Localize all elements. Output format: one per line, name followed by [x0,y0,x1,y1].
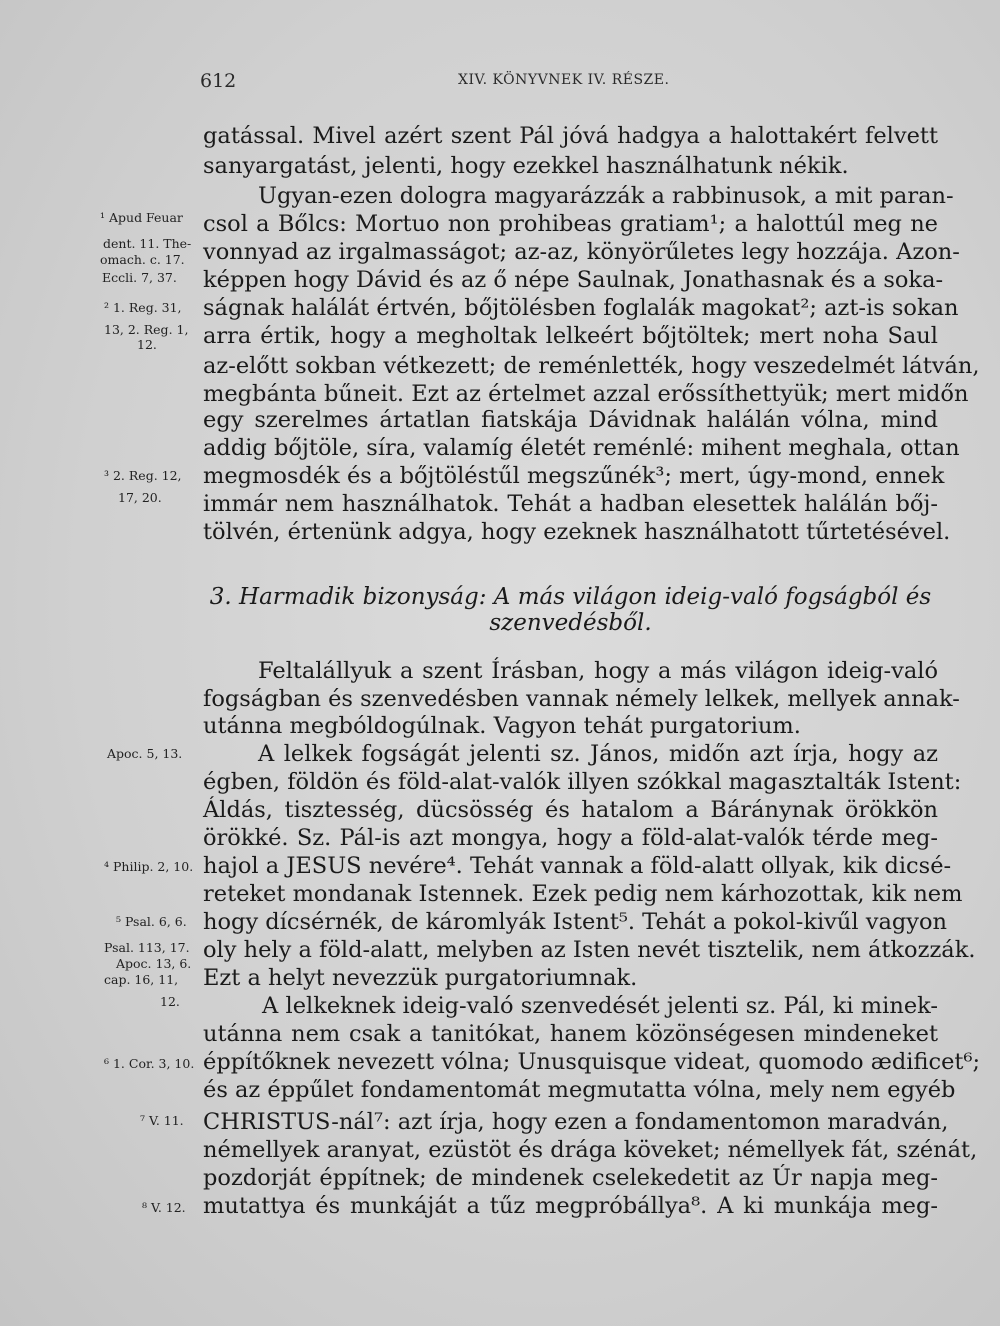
text-line: reteket mondanak Istennek. Ezek pedig nem kárhozottak, kik nem [203,881,963,907]
text-line: egy szerelmes ártatlan fiatskája Dávidnak halálán vólna, mind [203,407,938,433]
margin-note: Apoc. 5, 13. [107,746,183,761]
section-heading-line-2: szenvedésből. [489,610,652,636]
text-line: fogságban és szenvedésben vannak némely lelkek, mellyek annak- [203,686,960,712]
text-line: utánna nem csak a tanitókat, hanem közönségesen mindeneket [203,1021,938,1047]
margin-note: omach. c. 17. [100,252,185,267]
text-line: Ugyan-ezen dologra magyarázzák a rabbinusok, a mit paran- [258,183,954,209]
text-line: pozdorját éppítnek; de mindenek cselekedetit az Úr napja meg- [203,1165,938,1191]
margin-note: Eccli. 7, 37. [102,270,177,285]
text-line: oly hely a föld-alatt, melyben az Isten nevét tisztelik, nem átkozzák. [203,937,976,963]
text-line: A lelkek fogságát jelenti sz. János, midőn azt írja, hogy az [258,741,938,767]
text-line: ságnak halálát értvén, bőjtölésben foglalák magokat²; azt-is sokan [203,295,959,321]
text-line: arra értik, hogy a megholtak lelkeért bőjtöltek; mert noha Saul [203,323,938,349]
page-header [200,70,940,100]
text-line: Ezt a helyt nevezzük purgatoriumnak. [203,965,638,991]
text-line: CHRISTUS-nál⁷: azt írja, hogy ezen a fondamentomon maradván, [203,1109,949,1135]
margin-note: ³ 2. Reg. 12, [104,468,182,483]
text-line: éppítőknek nevezett vólna; Unusquisque videat, quomodo ædificet⁶; [203,1049,981,1075]
text-line: gatással. Mivel azért szent Pál jóvá hadgya a halottakért felvett [203,123,938,149]
margin-note: cap. 16, 11, [104,972,179,987]
page-number: 612 [200,70,237,92]
margin-note: 12. [137,337,157,352]
text-line: vonnyad az irgalmasságot; az-az, könyörűletes legy hozzája. Azon- [203,239,960,265]
margin-note: ⁷ V. 11. [140,1113,184,1128]
margin-note: ² 1. Reg. 31, [104,300,182,315]
text-line: hajol a JESUS nevére⁴. Tehát vannak a föld-alatt ollyak, kik dicsé- [203,853,952,879]
margin-note: 17, 20. [118,490,162,505]
margin-note: 13, 2. Reg. 1, [104,322,189,337]
text-line: tölvén, értenünk adgya, hogy ezeknek használhatott tűrtetésével. [203,519,951,545]
text-line: mutattya és munkáját a tűz megpróbállya⁸. A ki munkája meg- [203,1193,938,1219]
text-line: némellyek aranyat, ezüstöt és drága köveket; némellyek fát, szénát, [203,1137,978,1163]
text-line: utánna megbóldogúlnak. Vagyon tehát purgatorium. [203,713,801,739]
text-line: csol a Bőlcs: Mortuo non prohibeas gratiam¹; a halottúl meg ne [203,211,938,237]
running-title: XIV. KÖNYVNEK IV. RÉSZE. [458,72,670,88]
margin-note: ⁸ V. 12. [142,1200,186,1215]
text-line: megmosdék és a bőjtöléstűl megszűnék³; mert, úgy-mond, ennek [203,463,945,489]
text-line: sanyargatást, jelenti, hogy ezekkel használhatunk nékik. [203,153,849,179]
section-heading-line-1: 3. Harmadik bizonyság: A más világon ideig-való fogságból és [209,584,932,610]
text-line: A lelkeknek ideig-való szenvedését jelenti sz. Pál, ki minek- [262,993,938,1019]
text-line: addig bőjtöle, síra, valamíg életét reménlé: mihent meghala, ottan [203,435,960,461]
text-line: Feltalállyuk a szent Írásban, hogy a más világon ideig-való [258,658,938,684]
text-line: hogy dícsérnék, de káromlyák Istent⁵. Tehát a pokol-kivűl vagyon [203,909,948,935]
text-line: az-előtt sokban vétkezett; de reménlették, hogy veszedelmét látván, [203,353,980,379]
margin-note: 12. [160,994,180,1009]
margin-note: ⁵ Psal. 6, 6. [116,914,187,929]
text-line: és az éppűlet fondamentomát megmutatta vólna, mely nem egyéb [203,1077,956,1103]
margin-note: Psal. 113, 17. [104,940,190,955]
text-line: megbánta bűneit. Ezt az értelmet azzal erőssíthettyük; mert midőn [203,381,969,407]
margin-note: Apoc. 13, 6. [116,956,192,971]
text-line: égben, földön és föld-alat-valók illyen szókkal magasztalták Istent: [203,769,962,795]
margin-note: ¹ Apud Feuar [100,210,183,225]
margin-note: dent. 11. The- [103,236,192,251]
margin-note: ⁶ 1. Cor. 3, 10. [104,1056,195,1071]
text-line: immár nem használhatok. Tehát a hadban elesettek halálán bőj- [203,491,938,517]
text-line: örökké. Sz. Pál-is azt mongya, hogy a föld-alat-valók térde meg- [203,825,938,851]
margin-note: ⁴ Philip. 2, 10. [104,859,194,874]
text-line: képpen hogy Dávid és az ő népe Saulnak, Jonathasnak és a soka- [203,267,944,293]
text-line: Áldás, tisztesség, dücsösség és hatalom a Báránynak örökkön [203,797,938,823]
